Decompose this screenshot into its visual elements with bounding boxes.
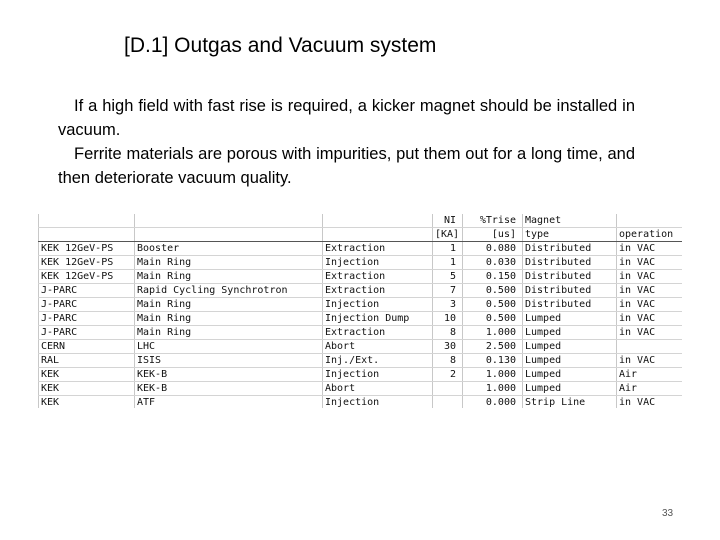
function-cell: Injection Dump (323, 312, 433, 326)
operation-cell: in VAC (617, 396, 683, 409)
kicker-magnet-table (38, 214, 682, 408)
ni-cell: 1 (433, 242, 463, 256)
paragraph: If a high field with fast rise is required, a kicker magnet should be installed in vacuum. (58, 97, 635, 139)
ring-cell: Rapid Cycling Synchrotron (135, 284, 323, 298)
facility-cell: KEK (39, 368, 135, 382)
function-cell (323, 214, 433, 228)
table-row (39, 256, 683, 270)
page-number: 33 (662, 508, 674, 519)
table-header-row (39, 214, 683, 228)
ni-cell: [KA] (433, 228, 463, 242)
operation-cell: in VAC (617, 270, 683, 284)
function-cell: Injection (323, 396, 433, 409)
function-cell: Extraction (323, 242, 433, 256)
magnet-type-cell: Strip Line (523, 396, 617, 409)
ring-cell: Main Ring (135, 256, 323, 270)
operation-cell: in VAC (617, 354, 683, 368)
magnet-type-cell: Distributed (523, 242, 617, 256)
facility-cell: KEK 12GeV-PS (39, 270, 135, 284)
ni-cell: 8 (433, 326, 463, 340)
ni-cell: 2 (433, 368, 463, 382)
ring-cell: ISIS (135, 354, 323, 368)
rise-cell: 2.500 (463, 340, 523, 354)
magnet-type-cell: Lumped (523, 326, 617, 340)
magnet-type-cell: type (523, 228, 617, 242)
facility-cell: CERN (39, 340, 135, 354)
rise-cell: 0.000 (463, 396, 523, 409)
ring-cell: ATF (135, 396, 323, 409)
operation-cell: in VAC (617, 312, 683, 326)
ni-cell: 1 (433, 256, 463, 270)
rise-cell: [us] (463, 228, 523, 242)
magnet-type-cell: Lumped (523, 340, 617, 354)
function-cell: Injection (323, 368, 433, 382)
magnet-type-cell: Distributed (523, 256, 617, 270)
rise-cell: 0.030 (463, 256, 523, 270)
table-row (39, 312, 683, 326)
facility-cell: J-PARC (39, 284, 135, 298)
function-cell: Injection (323, 256, 433, 270)
ni-cell: 7 (433, 284, 463, 298)
facility-cell (39, 228, 135, 242)
facility-cell: KEK 12GeV-PS (39, 242, 135, 256)
kicker-magnet-table-image (38, 214, 682, 408)
ring-cell: Booster (135, 242, 323, 256)
facility-cell: J-PARC (39, 326, 135, 340)
table-row (39, 326, 683, 340)
rise-cell: 0.150 (463, 270, 523, 284)
function-cell: Inj./Ext. (323, 354, 433, 368)
table-row (39, 382, 683, 396)
rise-cell: 0.130 (463, 354, 523, 368)
ni-cell: 5 (433, 270, 463, 284)
ring-cell: KEK-B (135, 368, 323, 382)
magnet-type-cell: Distributed (523, 270, 617, 284)
table-row (39, 354, 683, 368)
rise-cell: 0.500 (463, 284, 523, 298)
facility-cell: RAL (39, 354, 135, 368)
rise-cell: 1.000 (463, 368, 523, 382)
magnet-type-cell: Distributed (523, 298, 617, 312)
operation-cell (617, 340, 683, 354)
rise-cell: 1.000 (463, 326, 523, 340)
table-row (39, 396, 683, 409)
table-row (39, 242, 683, 256)
facility-cell: J-PARC (39, 312, 135, 326)
operation-cell: in VAC (617, 284, 683, 298)
ni-cell: 10 (433, 312, 463, 326)
magnet-type-cell: Lumped (523, 368, 617, 382)
ring-cell (135, 228, 323, 242)
paragraph: Ferrite materials are porous with impurities, put them out for a long time, and then deteriorate vacuum quality. (58, 145, 635, 187)
ring-cell: Main Ring (135, 270, 323, 284)
ni-cell: 8 (433, 354, 463, 368)
function-cell: Extraction (323, 284, 433, 298)
function-cell: Extraction (323, 326, 433, 340)
table-row (39, 270, 683, 284)
rise-cell: 0.080 (463, 242, 523, 256)
operation-cell: in VAC (617, 326, 683, 340)
body-text (58, 94, 635, 190)
ni-cell (433, 396, 463, 409)
operation-cell: Air (617, 382, 683, 396)
rise-cell: %Trise (463, 214, 523, 228)
magnet-type-cell: Distributed (523, 284, 617, 298)
ring-cell (135, 214, 323, 228)
ni-cell: 3 (433, 298, 463, 312)
facility-cell: KEK (39, 396, 135, 409)
function-cell: Injection (323, 298, 433, 312)
rise-cell: 0.500 (463, 298, 523, 312)
operation-cell (617, 214, 683, 228)
ring-cell: Main Ring (135, 298, 323, 312)
function-cell (323, 228, 433, 242)
ring-cell: LHC (135, 340, 323, 354)
operation-cell: operation (617, 228, 683, 242)
operation-cell: in VAC (617, 256, 683, 270)
magnet-type-cell: Lumped (523, 312, 617, 326)
magnet-type-cell: Lumped (523, 382, 617, 396)
function-cell: Abort (323, 340, 433, 354)
function-cell: Abort (323, 382, 433, 396)
table-row (39, 298, 683, 312)
table-header-row (39, 228, 683, 242)
magnet-type-cell: Magnet (523, 214, 617, 228)
slide-title: [D.1] Outgas and Vacuum system (124, 34, 437, 57)
table-row (39, 284, 683, 298)
ni-cell: 30 (433, 340, 463, 354)
facility-cell (39, 214, 135, 228)
operation-cell: in VAC (617, 298, 683, 312)
ring-cell: Main Ring (135, 312, 323, 326)
facility-cell: KEK 12GeV-PS (39, 256, 135, 270)
ring-cell: Main Ring (135, 326, 323, 340)
rise-cell: 1.000 (463, 382, 523, 396)
ni-cell (433, 382, 463, 396)
facility-cell: KEK (39, 382, 135, 396)
magnet-type-cell: Lumped (523, 354, 617, 368)
table-row (39, 368, 683, 382)
operation-cell: in VAC (617, 242, 683, 256)
operation-cell: Air (617, 368, 683, 382)
facility-cell: J-PARC (39, 298, 135, 312)
ring-cell: KEK-B (135, 382, 323, 396)
rise-cell: 0.500 (463, 312, 523, 326)
ni-cell: NI (433, 214, 463, 228)
table-row (39, 340, 683, 354)
function-cell: Extraction (323, 270, 433, 284)
